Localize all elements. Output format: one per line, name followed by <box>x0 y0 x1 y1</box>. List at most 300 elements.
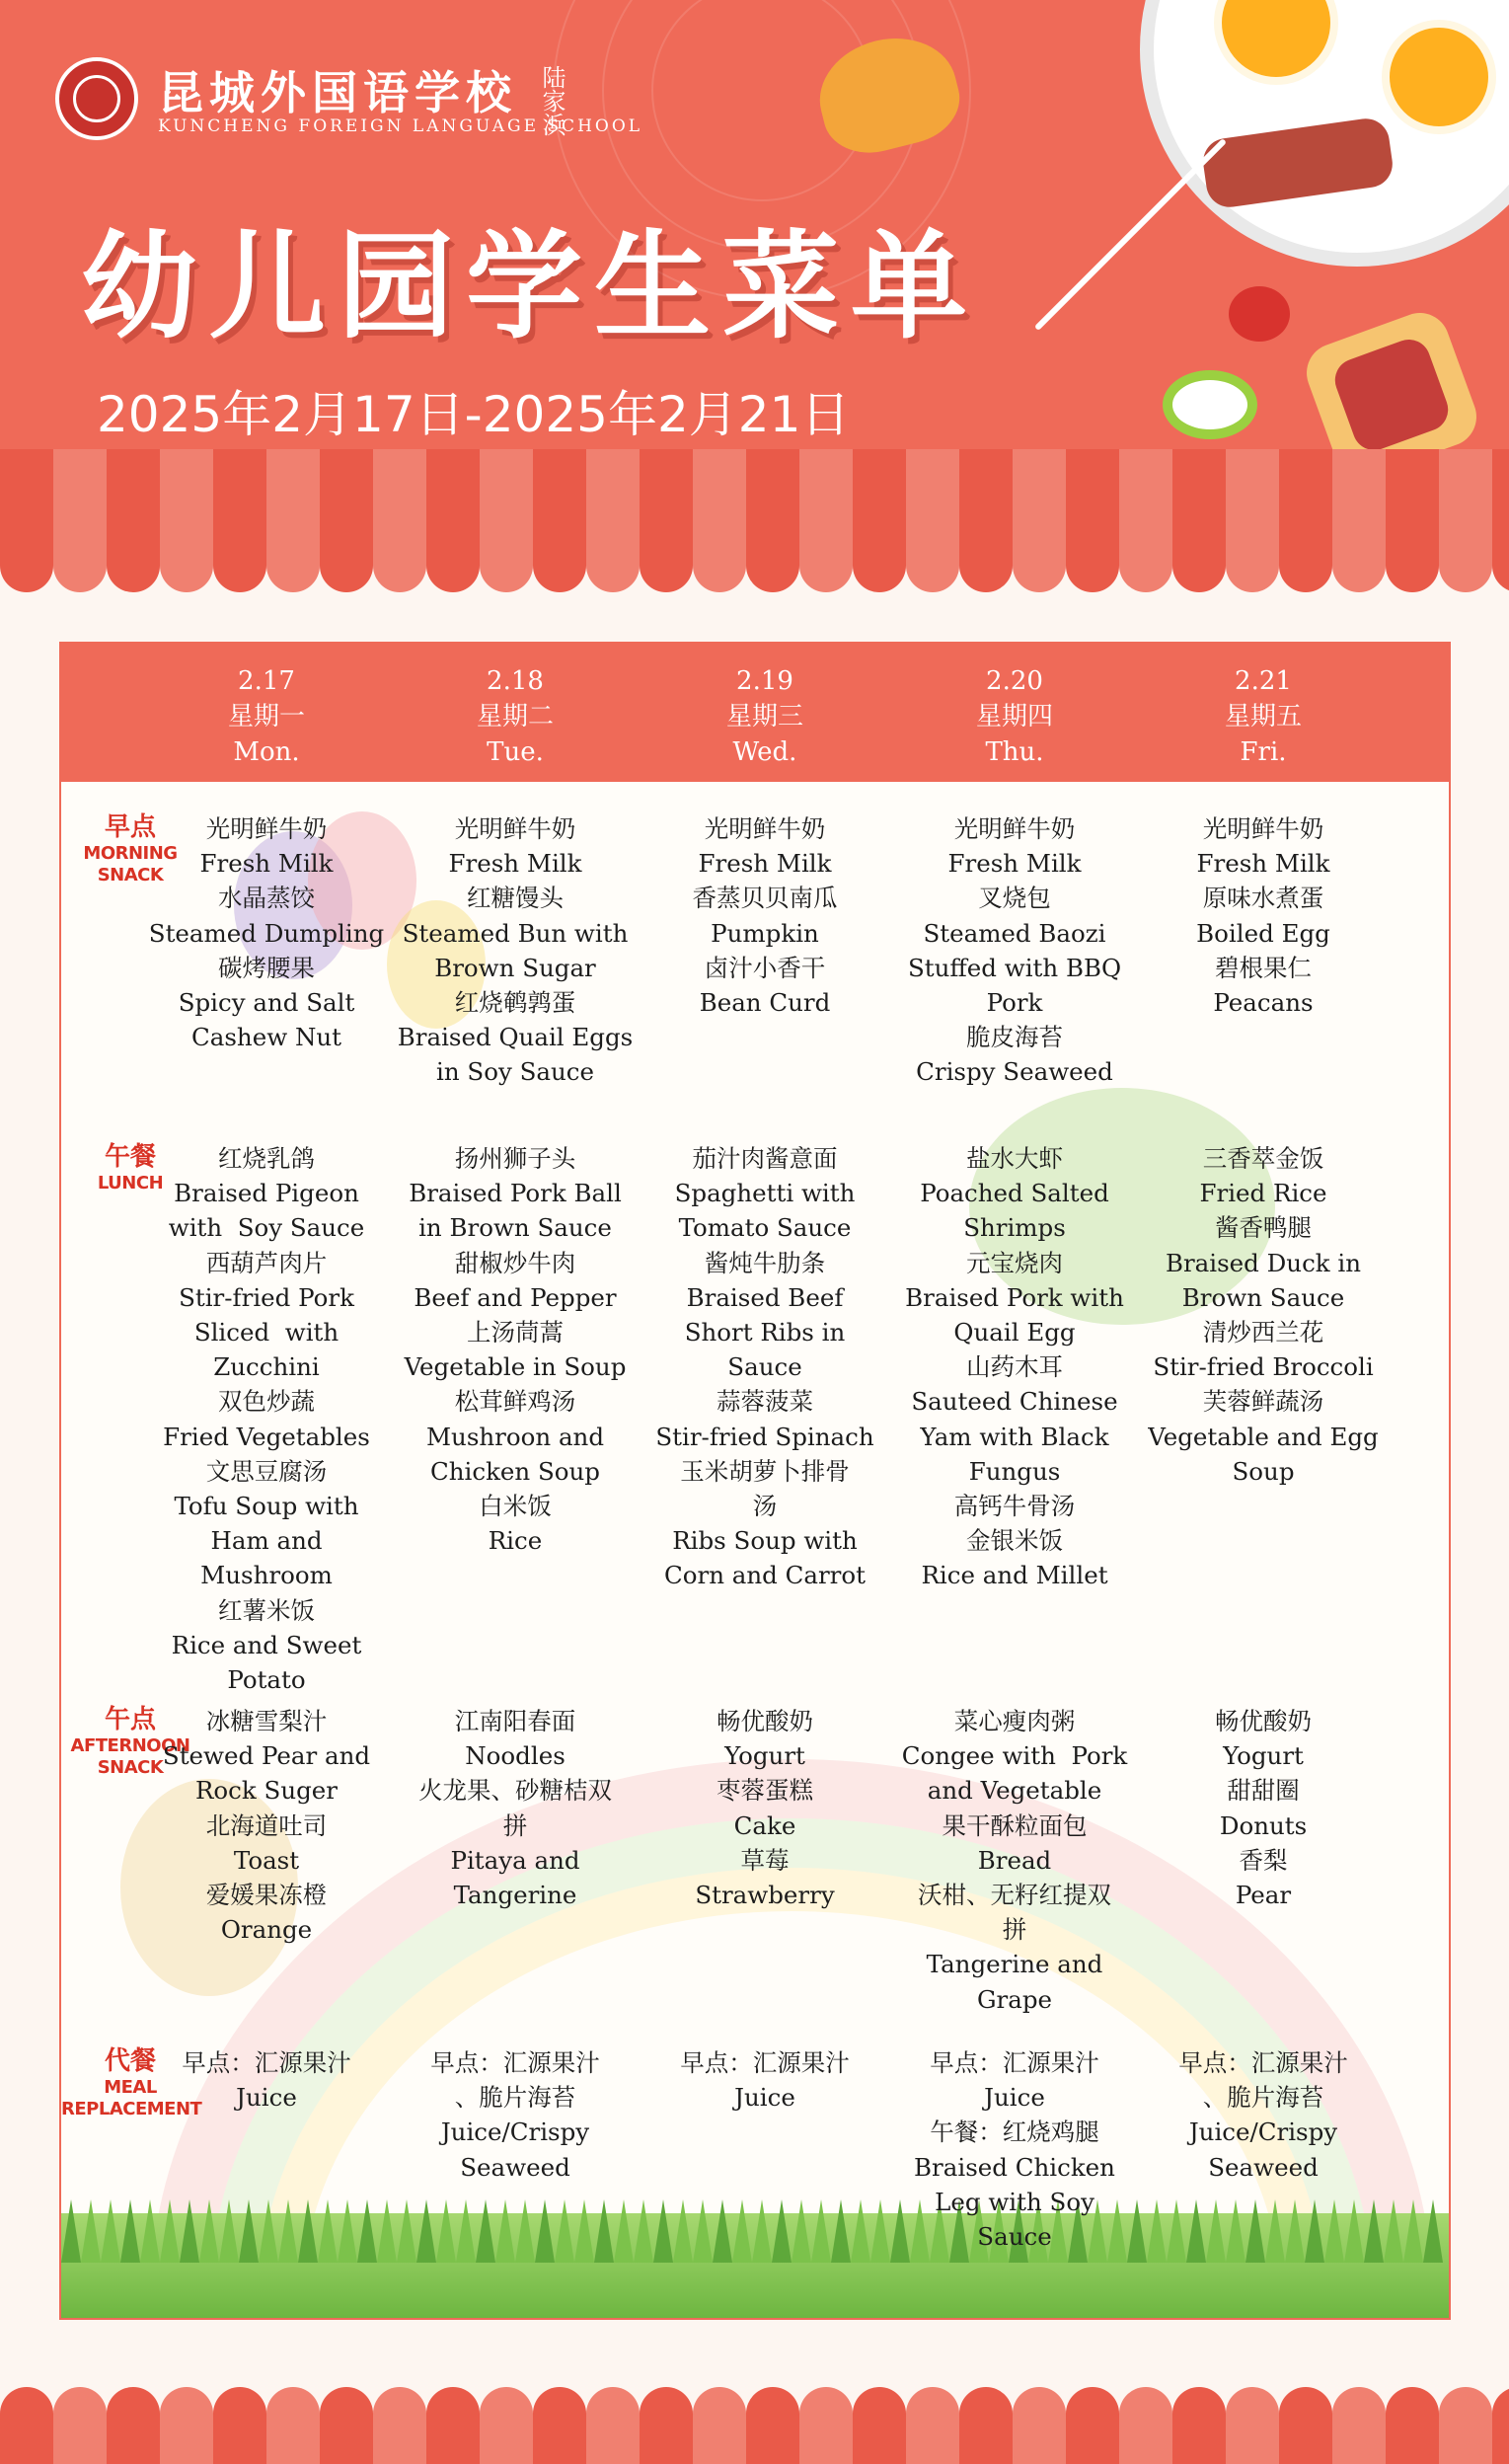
grass-blade <box>397 2199 416 2263</box>
meal-label-cn: 午餐 <box>104 1142 156 1172</box>
menu-item-line: 火龙果、砂糖桔双 <box>418 1776 612 1806</box>
awning-scallop <box>1226 523 1279 592</box>
menu-item-line: 酱炖牛肋条 <box>704 1248 826 1277</box>
grass-blade <box>298 2199 318 2263</box>
school-seal: 陆家浜 <box>538 65 566 136</box>
bottom-scallop <box>746 2387 799 2464</box>
menu-item-line: 三香萃金饭 <box>1202 1144 1324 1173</box>
awning-scallop <box>906 523 959 592</box>
day-weekday-en: Tue. <box>487 737 544 767</box>
meal-label-en: AFTERNOON <box>70 1735 190 1756</box>
menu-item-line: Stir-fried Spinach <box>655 1422 874 1451</box>
menu-item-line: 上汤茼蒿 <box>467 1318 564 1348</box>
bottom-scallop <box>320 2387 373 2464</box>
menu-item-line: 红烧乳鸽 <box>218 1144 315 1173</box>
day-date: 2.20 <box>986 666 1043 696</box>
menu-item-line: 汤 <box>752 1492 778 1521</box>
menu-item-line: 早点：汇源果汁 <box>430 2048 600 2077</box>
menu-item-line: 茄汁肉酱意面 <box>692 1144 838 1173</box>
menu-item-line: Braised Pigeon <box>174 1179 359 1208</box>
menu-item-line: Grape <box>976 1984 1053 2014</box>
menu-item-line: 松茸鲜鸡汤 <box>454 1387 576 1417</box>
fork-illustration <box>1034 138 1227 331</box>
menu-item-line: 冰糖雪梨汁 <box>205 1707 328 1735</box>
egg-illustration <box>1382 20 1496 134</box>
grass-blade <box>713 2199 732 2263</box>
menu-item-line: 午餐：红烧鸡腿 <box>930 2118 1099 2147</box>
menu-item-line: Seaweed <box>1208 2152 1319 2182</box>
bottom-scallop <box>266 2387 320 2464</box>
menu-item-line: 拼 <box>502 1810 528 1840</box>
menu-item-line: 红糖馒头 <box>467 884 564 913</box>
menu-item-line: Boiled Egg <box>1196 918 1330 948</box>
tomato-illustration <box>1229 286 1290 342</box>
menu-item-line: 江南阳春面 <box>454 1707 576 1735</box>
menu-item-line: Yogurt <box>724 1741 805 1771</box>
menu-item-line: 叉烧包 <box>978 884 1051 913</box>
menu-cell-lunch-fri <box>1140 1141 1387 1489</box>
bottom-scallop <box>1066 2387 1119 2464</box>
grass-blade <box>140 2199 160 2263</box>
menu-item-line: Stuffed with BBQ <box>907 953 1122 982</box>
school-logo <box>55 57 138 140</box>
grass-blade <box>219 2199 239 2263</box>
day-weekday-en: Wed. <box>732 737 797 767</box>
grass-blade <box>1265 2199 1285 2263</box>
awning-scallop <box>1172 523 1226 592</box>
day-header-mon <box>143 663 390 770</box>
grass-blade <box>495 2199 515 2263</box>
menu-item-line: 光明鲜牛奶 <box>454 814 576 843</box>
menu-item-line: 菜心瘦肉粥 <box>953 1707 1076 1735</box>
awning-scallop <box>53 523 107 592</box>
awning-scallop <box>266 523 320 592</box>
bottom-scallop <box>1226 2387 1279 2464</box>
day-header-row <box>61 644 1449 782</box>
school-name-cn: 昆城外国语学校 <box>158 66 517 119</box>
bottom-scallop <box>53 2387 107 2464</box>
bottom-scallop <box>213 2387 266 2464</box>
menu-item-line: Juice/Crispy <box>1188 2118 1338 2147</box>
menu-cell-morning-snack-mon <box>143 811 390 1054</box>
bottom-scallop <box>426 2387 480 2464</box>
grass-blade <box>535 2199 555 2263</box>
menu-item-line: Peacans <box>1213 988 1314 1018</box>
bottom-scallop <box>799 2387 853 2464</box>
menu-item-line: Ribs Soup with <box>672 1526 858 1556</box>
menu-item-line: Congee with Pork <box>901 1741 1128 1771</box>
menu-item-line: Crispy Seaweed <box>916 1057 1113 1087</box>
day-weekday-en: Thu. <box>985 737 1044 767</box>
grass-blade <box>278 2199 298 2263</box>
menu-item-line: 清炒西兰花 <box>1202 1318 1324 1348</box>
grass-blade <box>811 2199 831 2263</box>
menu-item-line: Noodles <box>465 1741 566 1771</box>
menu-item-line: 爱媛果冻橙 <box>205 1881 328 1910</box>
grass-blade <box>456 2199 476 2263</box>
grass-blade <box>1423 2199 1443 2263</box>
menu-cell-afternoon-snack-mon <box>143 1704 390 1947</box>
bottom-scallop <box>1439 2387 1492 2464</box>
menu-item-line: Fried Vegetables <box>163 1422 370 1451</box>
menu-item-line: 光明鲜牛奶 <box>704 814 826 843</box>
menu-item-line: Steamed Dumpling <box>148 918 385 948</box>
day-date: 2.21 <box>1235 666 1292 696</box>
menu-item-line: 脆皮海苔 <box>966 1023 1063 1052</box>
bottom-scallop <box>160 2387 213 2464</box>
awning-scallop <box>1066 523 1119 592</box>
grass-blade <box>436 2199 456 2263</box>
bottom-scallop <box>959 2387 1013 2464</box>
awning-scallop <box>1013 523 1066 592</box>
menu-cell-morning-snack-wed <box>641 811 888 1020</box>
menu-item-line: Vegetable in Soup <box>404 1352 627 1382</box>
meal-label-en: MEAL <box>104 2077 157 2098</box>
grass-blade <box>101 2199 120 2263</box>
menu-item-line: 光明鲜牛奶 <box>953 814 1076 843</box>
bottom-scallop <box>480 2387 533 2464</box>
bottom-scallop <box>1013 2387 1066 2464</box>
awning-scallop <box>426 523 480 592</box>
menu-item-line: 白米饭 <box>479 1492 552 1521</box>
menu-cell-meal-replacement-wed <box>641 2045 888 2115</box>
menu-item-line: Juice <box>734 2083 795 2113</box>
menu-item-line: Corn and Carrot <box>663 1561 866 1590</box>
bottom-scallop <box>693 2387 746 2464</box>
menu-item-line: 西葫芦肉片 <box>205 1248 328 1277</box>
menu-item-line: 香梨 <box>1239 1845 1288 1875</box>
menu-item-line: 畅优酸奶 <box>1215 1707 1312 1735</box>
grass-blade <box>160 2199 180 2263</box>
grass-blade <box>1285 2199 1305 2263</box>
menu-cell-afternoon-snack-tue <box>392 1704 639 1912</box>
awning-scallop <box>1492 523 1509 592</box>
awning-scallop <box>799 523 853 592</box>
grass-blade <box>120 2199 140 2263</box>
day-weekday-en: Mon. <box>233 737 300 767</box>
day-date: 2.17 <box>238 666 295 696</box>
awning-scallop <box>586 523 640 592</box>
day-weekday-en: Fri. <box>1240 737 1287 767</box>
menu-item-line: Leg with Soy <box>935 2187 1094 2216</box>
menu-item-line: Juice <box>236 2083 297 2113</box>
meal-label-en: SNACK <box>97 1757 164 1778</box>
meal-label-cn: 代餐 <box>104 2046 156 2076</box>
grass-blade <box>555 2199 574 2263</box>
menu-cell-afternoon-snack-wed <box>641 1704 888 1912</box>
menu-item-line: 早点：汇源果汁 <box>1178 2048 1348 2077</box>
grass-blade <box>1364 2199 1384 2263</box>
menu-item-line: Quail Egg <box>953 1318 1076 1348</box>
grass-blade <box>673 2199 693 2263</box>
menu-item-line: Sauteed Chinese <box>911 1387 1118 1417</box>
menu-item-line: Zucchini <box>213 1352 320 1382</box>
day-weekday-cn: 星期四 <box>975 702 1053 732</box>
awning-scallop <box>640 523 693 592</box>
menu-item-line: Cake <box>733 1810 796 1840</box>
menu-item-line: Cashew Nut <box>190 1023 342 1052</box>
grass-blade <box>1206 2199 1226 2263</box>
menu-item-line: Yam with Black <box>920 1422 1109 1451</box>
grass-blade <box>1324 2199 1344 2263</box>
menu-item-line: 畅优酸奶 <box>717 1707 813 1735</box>
menu-item-line: Poached Salted <box>920 1179 1109 1208</box>
day-date: 2.18 <box>487 666 544 696</box>
grass-blade <box>792 2199 811 2263</box>
menu-item-line: Orange <box>220 1915 313 1945</box>
day-header-fri <box>1140 663 1387 770</box>
grass-blade <box>634 2199 653 2263</box>
grass-blade <box>831 2199 851 2263</box>
menu-item-line: Bean Curd <box>699 988 831 1018</box>
menu-item-line: Mushroon and <box>425 1422 605 1451</box>
awning-scallop <box>1439 523 1492 592</box>
menu-cell-morning-snack-fri <box>1140 811 1387 1020</box>
menu-item-line: Shrimps <box>963 1213 1066 1243</box>
menu-item-line: 双色炒蔬 <box>218 1387 315 1417</box>
menu-item-line: with Soy Sauce <box>168 1213 365 1243</box>
awning-scallop <box>693 523 746 592</box>
grass-blade <box>653 2199 673 2263</box>
school-name-en: KUNCHENG FOREIGN LANGUAGE SCHOOL <box>158 116 643 136</box>
menu-item-line: 果干酥粒面包 <box>942 1810 1088 1840</box>
menu-item-line: Stir-fried Pork <box>179 1282 354 1312</box>
meal-label-en: LUNCH <box>97 1173 164 1194</box>
meal-label-cn: 早点 <box>104 812 156 842</box>
menu-item-line: 北海道吐司 <box>205 1810 328 1840</box>
menu-item-line: Rice and Sweet <box>171 1630 362 1659</box>
menu-item-line: 拼 <box>1002 1915 1027 1945</box>
menu-cell-meal-replacement-fri <box>1140 2045 1387 2185</box>
menu-item-line: Spicy and Salt <box>178 988 355 1018</box>
bottom-scallop <box>586 2387 640 2464</box>
meal-label-cn: 午点 <box>104 1705 156 1734</box>
menu-cell-morning-snack-thu <box>891 811 1138 1090</box>
menu-item-line: Tangerine and <box>926 1950 1103 1979</box>
menu-item-line: Rice and Millet <box>921 1561 1108 1590</box>
grass-blade <box>199 2199 219 2263</box>
menu-item-line: Fungus <box>968 1456 1061 1486</box>
menu-item-line: Pear <box>1235 1881 1292 1910</box>
day-weekday-cn: 星期三 <box>725 702 803 732</box>
menu-item-line: 、脆片海苔 <box>1202 2083 1324 2113</box>
bottom-scallop-decoration <box>0 2387 1509 2464</box>
menu-item-line: 玉米胡萝卜排骨 <box>680 1456 850 1486</box>
menu-item-line: 文思豆腐汤 <box>205 1456 328 1486</box>
grass-blade <box>377 2199 397 2263</box>
menu-item-line: Potato <box>227 1665 306 1695</box>
menu-item-line: 元宝烧肉 <box>966 1248 1063 1277</box>
menu-item-line: Strawberry <box>695 1881 835 1910</box>
grass-blade <box>732 2199 752 2263</box>
menu-item-line: Sauce <box>727 1352 802 1382</box>
menu-item-line: and Vegetable <box>927 1776 1102 1806</box>
menu-item-line: Donuts <box>1219 1810 1308 1840</box>
grass-blade <box>259 2199 278 2263</box>
grass-blade <box>180 2199 199 2263</box>
awning-scallop <box>959 523 1013 592</box>
menu-item-line: Spaghetti with <box>674 1179 856 1208</box>
menu-item-line: Fresh Milk <box>1196 849 1330 879</box>
grass-blade <box>1384 2199 1403 2263</box>
menu-item-line: 酱香鸭腿 <box>1215 1213 1312 1243</box>
awning-scallop <box>480 523 533 592</box>
bottom-scallop <box>373 2387 426 2464</box>
grass-blade <box>515 2199 535 2263</box>
bottom-scallop <box>1172 2387 1226 2464</box>
menu-cell-afternoon-snack-thu <box>891 1704 1138 2017</box>
meal-label-en: REPLACEMENT <box>61 2099 202 2119</box>
menu-item-line: 芙蓉鲜蔬汤 <box>1202 1387 1324 1417</box>
menu-cell-meal-replacement-tue <box>392 2045 639 2185</box>
menu-item-line: Rock Suger <box>194 1776 338 1806</box>
menu-item-line: Brown Sugar <box>434 953 596 982</box>
menu-cell-lunch-tue <box>392 1141 639 1558</box>
bottom-scallop <box>1279 2387 1332 2464</box>
grass-blade <box>239 2199 259 2263</box>
bottom-scallop <box>107 2387 160 2464</box>
grass-blade <box>1403 2199 1423 2263</box>
day-weekday-cn: 星期五 <box>1224 702 1302 732</box>
menu-item-line: Braised Quail Eggs <box>397 1023 634 1052</box>
bottom-scallop <box>640 2387 693 2464</box>
meal-label-en: MORNING <box>83 843 178 864</box>
menu-item-line: Short Ribs in <box>684 1318 846 1348</box>
grass-blade <box>574 2199 594 2263</box>
menu-item-line: Brown Sauce <box>1181 1282 1345 1312</box>
menu-item-line: Braised Duck in <box>1165 1248 1362 1277</box>
date-range: 2025年2月17日-2025年2月21日 <box>97 386 851 443</box>
menu-cell-lunch-mon <box>143 1141 390 1697</box>
menu-item-line: Mushroom <box>200 1561 333 1590</box>
awning-scallop <box>1279 523 1332 592</box>
day-header-wed <box>641 663 888 770</box>
grass-blade <box>1344 2199 1364 2263</box>
menu-item-line: 香蒸贝贝南瓜 <box>692 884 838 913</box>
awning-decoration <box>0 449 1509 592</box>
awning-scallop <box>1332 523 1386 592</box>
menu-item-line: in Brown Sauce <box>418 1213 612 1243</box>
awning-scallop <box>213 523 266 592</box>
grass-blade <box>61 2199 81 2263</box>
awning-scallop <box>0 523 53 592</box>
menu-item-line: Beef and Pepper <box>414 1282 617 1312</box>
awning-scallop <box>1119 523 1172 592</box>
menu-item-line: Stewed Pear and <box>162 1741 371 1771</box>
grass-blade <box>416 2199 436 2263</box>
grass-blade <box>1167 2199 1186 2263</box>
menu-cell-morning-snack-tue <box>392 811 639 1090</box>
menu-item-line: 金银米饭 <box>966 1526 1063 1556</box>
bottom-scallop <box>533 2387 586 2464</box>
grass-blade <box>1245 2199 1265 2263</box>
grass-blade <box>1305 2199 1324 2263</box>
menu-item-line: 光明鲜牛奶 <box>1202 814 1324 843</box>
menu-item-line: Stir-fried Broccoli <box>1153 1352 1374 1382</box>
menu-item-line: Vegetable and Egg <box>1148 1422 1379 1451</box>
grass-blade <box>594 2199 614 2263</box>
menu-item-line: Pitaya and <box>450 1845 580 1875</box>
menu-cell-afternoon-snack-fri <box>1140 1704 1387 1912</box>
day-weekday-cn: 星期一 <box>227 702 305 732</box>
menu-item-line: Steamed Baozi <box>923 918 1106 948</box>
meal-label-en: SNACK <box>97 865 164 886</box>
lime-slice-illustration <box>1163 370 1257 439</box>
menu-cell-lunch-wed <box>641 1141 888 1593</box>
menu-item-line: 早点：汇源果汁 <box>680 2048 850 2077</box>
menu-item-line: Fresh Milk <box>448 849 582 879</box>
menu-item-line: 枣蓉蛋糕 <box>717 1776 813 1806</box>
menu-item-line: Steamed Bun with <box>402 918 629 948</box>
menu-item-line: Bread <box>977 1845 1052 1875</box>
menu-item-line: Seaweed <box>460 2152 570 2182</box>
menu-item-line: Pork <box>986 988 1043 1018</box>
menu-item-line: 盐水大虾 <box>966 1144 1063 1173</box>
menu-item-line: in Soy Sauce <box>436 1057 594 1087</box>
menu-item-line: Pumpkin <box>711 918 819 948</box>
menu-item-line: 甜甜圈 <box>1227 1776 1300 1806</box>
menu-item-line: Toast <box>233 1845 300 1875</box>
menu-item-line: Braised Pork Ball <box>409 1179 622 1208</box>
awning-scallop <box>533 523 586 592</box>
grass-blade <box>476 2199 495 2263</box>
menu-item-line: Ham and <box>210 1526 323 1556</box>
bottom-scallop <box>1332 2387 1386 2464</box>
menu-item-line: Juice <box>984 2083 1045 2113</box>
menu-item-line: 沃柑、无籽红提双 <box>918 1881 1111 1910</box>
grass-blade <box>81 2199 101 2263</box>
grass-blade <box>693 2199 713 2263</box>
menu-item-line: 碧根果仁 <box>1215 953 1312 982</box>
menu-item-line: Chicken Soup <box>430 1456 600 1486</box>
menu-item-line: 碳烤腰果 <box>218 953 315 982</box>
menu-item-line: 红烧鹌鹑蛋 <box>454 988 576 1018</box>
grass-blade <box>357 2199 377 2263</box>
menu-cell-meal-replacement-mon <box>143 2045 390 2115</box>
menu-item-line: Tofu Soup with <box>174 1492 359 1521</box>
menu-item-line: 早点：汇源果汁 <box>182 2048 351 2077</box>
day-header-thu <box>891 663 1138 770</box>
menu-item-line: Fried Rice <box>1199 1179 1327 1208</box>
menu-item-line: 甜椒炒牛肉 <box>454 1248 576 1277</box>
grass-blade <box>1226 2199 1245 2263</box>
grass-blade <box>1147 2199 1167 2263</box>
menu-item-line: Braised Beef <box>686 1282 844 1312</box>
menu-item-line: 高钙牛骨汤 <box>953 1492 1076 1521</box>
menu-item-line: 水晶蒸饺 <box>218 884 315 913</box>
grass-blade <box>772 2199 792 2263</box>
menu-table <box>59 642 1451 2320</box>
grass-blade <box>752 2199 772 2263</box>
awning-scallop <box>373 523 426 592</box>
bottom-scallop <box>853 2387 906 2464</box>
awning-scallop <box>1386 523 1439 592</box>
menu-item-line: 草莓 <box>740 1845 790 1875</box>
awning-scallop <box>853 523 906 592</box>
menu-cell-meal-replacement-thu <box>891 2045 1138 2254</box>
bottom-scallop <box>1386 2387 1439 2464</box>
bottom-scallop <box>0 2387 53 2464</box>
menu-item-line: Soup <box>1232 1456 1295 1486</box>
page-title: 幼儿园学生菜单 <box>81 218 980 354</box>
menu-item-line: 扬州狮子头 <box>454 1144 576 1173</box>
grass-blade <box>614 2199 634 2263</box>
menu-item-line: Fresh Milk <box>199 849 334 879</box>
menu-cell-lunch-thu <box>891 1141 1138 1593</box>
day-date: 2.19 <box>736 666 793 696</box>
menu-item-line: Sauce <box>977 2222 1052 2252</box>
grass-blade <box>338 2199 357 2263</box>
